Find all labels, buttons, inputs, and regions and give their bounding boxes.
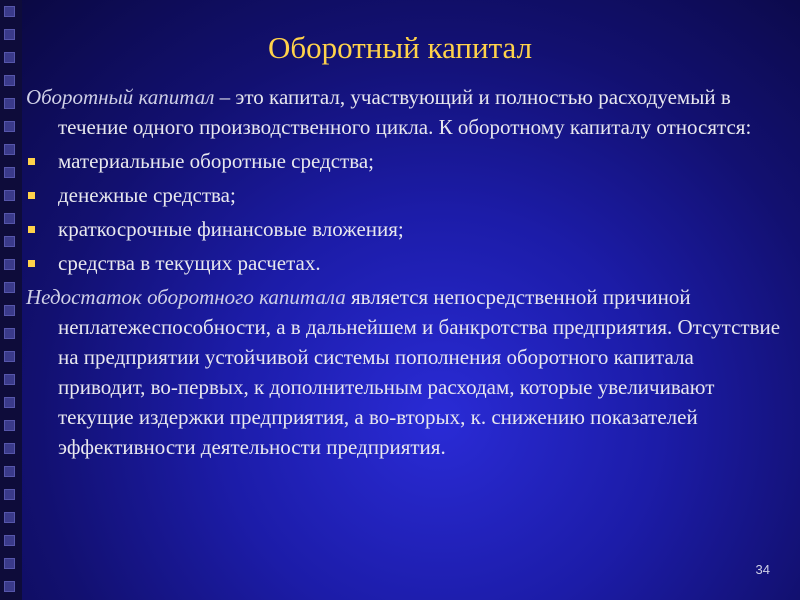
bullet-text: средства в текущих расчетах. [58, 251, 321, 275]
strip-square [4, 558, 15, 569]
bullet-item [26, 248, 786, 278]
strip-square [4, 121, 15, 132]
page-number: 34 [755, 562, 770, 577]
bullet-item [26, 214, 786, 244]
outro-text: является непосредственной причиной неплатежеспособности, а в дальнейшем и банкротства предприятия. Отсутствие на предприятии устойчивой системы пополнения оборотного капитала приводит, во-первых, к дополнительным расходам, которые увеличивают текущие издержки предприятия, а во-вторых, к. снижению показателей эффективности деятельности предприятия. [58, 285, 781, 459]
bullet-item [26, 146, 786, 176]
strip-square [4, 466, 15, 477]
bullet-item [26, 180, 786, 210]
strip-square [4, 305, 15, 316]
strip-square [4, 512, 15, 523]
strip-square [4, 443, 15, 454]
slide-title: Оборотный капитал [267, 30, 533, 65]
intro-term: Оборотный капитал [26, 85, 215, 109]
bullet-text: материальные оборотные средства; [58, 149, 374, 173]
outro-term: Недостаток оборотного капитала [26, 285, 346, 309]
strip-square [4, 420, 15, 431]
strip-square [4, 259, 15, 270]
square-bullet-icon [28, 158, 35, 165]
strip-square [4, 6, 15, 17]
intro-paragraph [26, 82, 786, 142]
strip-square [4, 213, 15, 224]
square-bullet-icon [28, 192, 35, 199]
outro-paragraph [26, 282, 786, 462]
strip-square [4, 282, 15, 293]
strip-square [4, 581, 15, 592]
strip-square [4, 489, 15, 500]
strip-square [4, 535, 15, 546]
strip-square [4, 144, 15, 155]
decorative-film-strip [0, 0, 22, 600]
strip-square [4, 351, 15, 362]
bullet-text: краткосрочные финансовые вложения; [58, 217, 404, 241]
slide-body [26, 82, 786, 462]
strip-square [4, 397, 15, 408]
intro-text: – это капитал, участвующий и полностью расходуемый в течение одного производственного цикла. К оборотному капиталу относятся: [58, 85, 752, 139]
strip-square [4, 98, 15, 109]
strip-square [4, 374, 15, 385]
strip-square [4, 236, 15, 247]
square-bullet-icon [28, 226, 35, 233]
strip-square [4, 190, 15, 201]
strip-square [4, 75, 15, 86]
square-bullet-icon [28, 260, 35, 267]
strip-square [4, 167, 15, 178]
bullet-text: денежные средства; [58, 183, 236, 207]
strip-square [4, 328, 15, 339]
